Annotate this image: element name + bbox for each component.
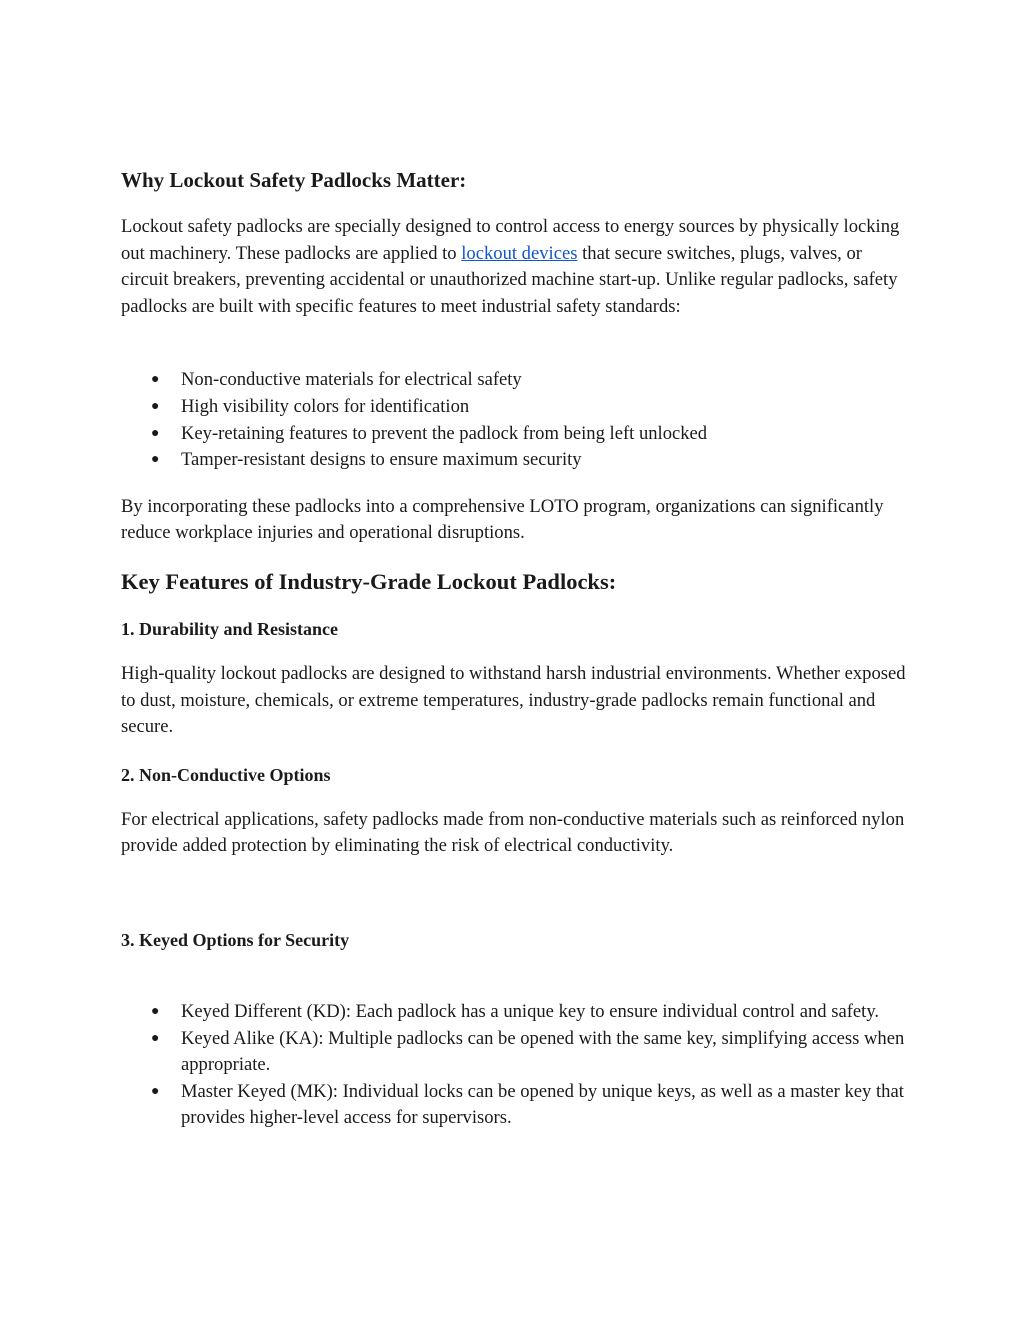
bullet-icon: ● xyxy=(151,398,160,414)
subheading-non-conductive: 2. Non-Conductive Options xyxy=(121,764,331,785)
document-page xyxy=(121,166,911,1132)
list-item-text: Non-conductive materials for electrical safety xyxy=(181,369,522,391)
durability-paragraph: High-quality lockout padlocks are designed to withstand harsh industrial environments. Whether exposed to dust, moisture, chemicals, or extreme temperatures, industry-grade padlocks remain functional and secure. xyxy=(121,662,906,738)
list-item xyxy=(121,394,911,421)
list-item xyxy=(121,367,911,394)
list-item xyxy=(121,447,911,474)
keyed-options-list xyxy=(121,999,911,1132)
safety-features-list xyxy=(121,367,911,473)
list-item xyxy=(121,999,911,1026)
list-item-text: Keyed Different (KD): Each padlock has a unique key to ensure individual control and safety. xyxy=(181,1000,880,1022)
bullet-icon: ● xyxy=(151,1003,160,1019)
bullet-icon: ● xyxy=(151,372,160,388)
list-item-text: Keyed Alike (KA): Multiple padlocks can be opened with the same key, simplifying access when appropriate. xyxy=(181,1027,905,1076)
list-item-text: Key-retaining features to prevent the padlock from being left unlocked xyxy=(181,422,708,444)
bullet-icon: ● xyxy=(151,1083,160,1099)
intro-paragraph xyxy=(121,214,911,320)
list-item-text: High visibility colors for identification xyxy=(181,395,470,417)
section-heading-why-padlocks-matter: Why Lockout Safety Padlocks Matter: xyxy=(121,168,467,192)
list-item xyxy=(121,1079,911,1132)
bullet-icon: ● xyxy=(151,425,160,441)
lockout-devices-link[interactable]: lockout devices xyxy=(461,242,578,264)
non-conductive-paragraph: For electrical applications, safety padlocks made from non-conductive materials such as reinforced nylon provide added protection by eliminating the risk of electrical conductivity. xyxy=(121,808,905,857)
list-item-text: Master Keyed (MK): Individual locks can be opened by unique keys, as well as a master key that provides higher-level access for supervisors. xyxy=(181,1080,904,1129)
intro-text-after-link: that secure switches, plugs, valves, or circuit breakers, preventing accidental or unauthorized machine start-up. Unlike regular padlocks, safety padlocks are built with specific features to meet industrial safety standards: xyxy=(121,242,898,317)
bullet-icon: ● xyxy=(151,1030,160,1046)
list-item-text: Tamper-resistant designs to ensure maximum security xyxy=(181,449,582,471)
bullet-icon: ● xyxy=(151,452,160,468)
subheading-keyed-options: 3. Keyed Options for Security xyxy=(121,929,350,950)
list-item xyxy=(121,1026,911,1079)
list-item xyxy=(121,421,911,448)
closing-paragraph: By incorporating these padlocks into a comprehensive LOTO program, organizations can significantly reduce workplace injuries and operational disruptions. xyxy=(121,495,884,544)
section-heading-key-features: Key Features of Industry-Grade Lockout Padlocks: xyxy=(121,568,617,594)
intro-text-before-link: Lockout safety padlocks are specially designed to control access to energy sources by physically locking out machinery. These padlocks are applied to xyxy=(121,216,900,264)
subheading-durability: 1. Durability and Resistance xyxy=(121,618,339,639)
